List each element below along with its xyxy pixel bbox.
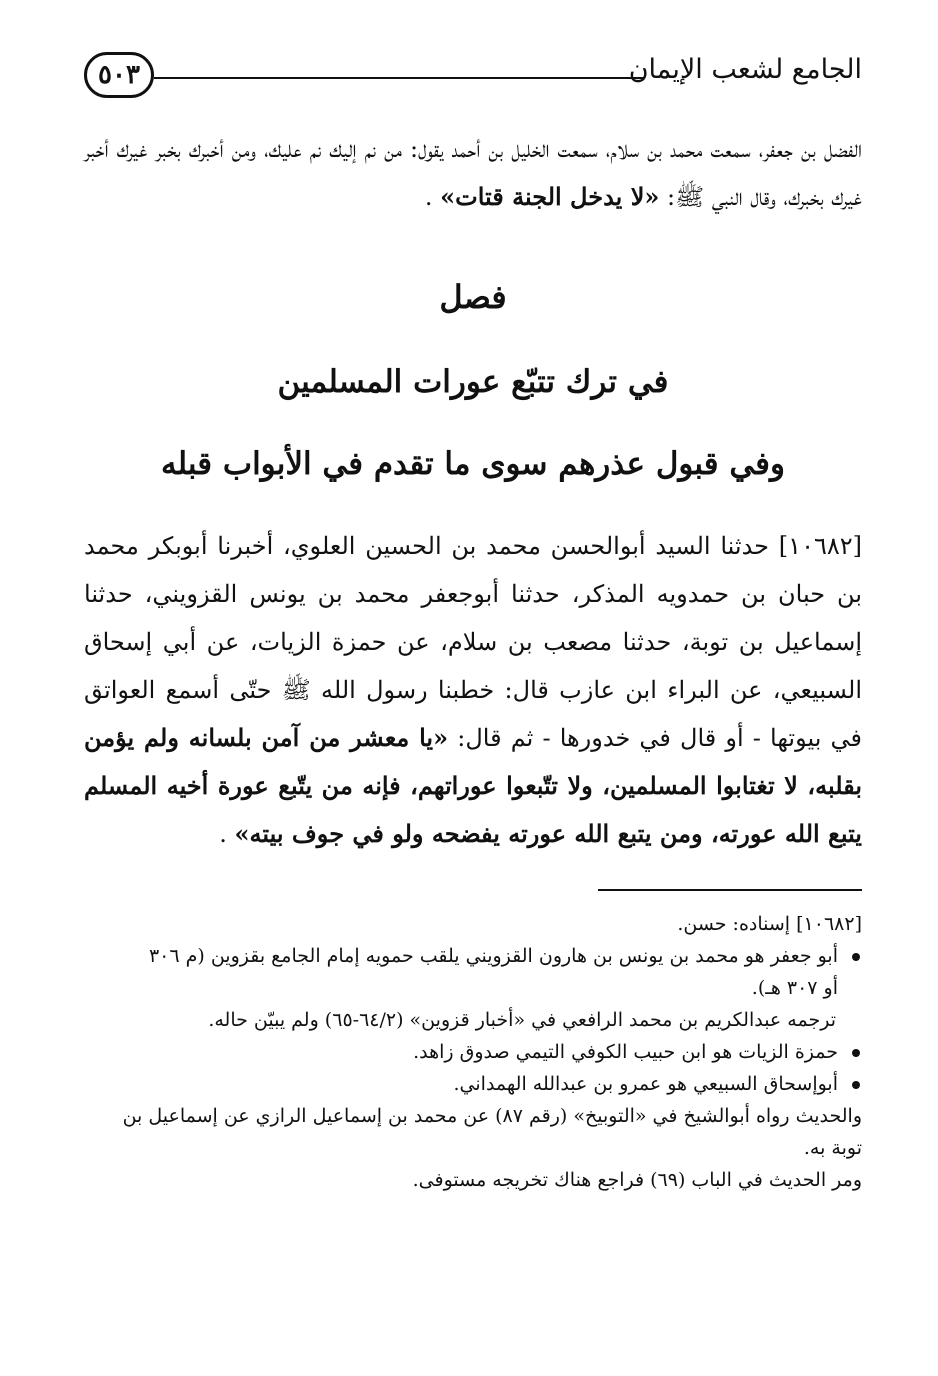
footnote-note-1-line1: والحديث رواه أبوالشيخ في «التوبيخ» (رقم ٨٧) عن محمد بن إسماعيل الرازي عن إسماعيل بن xyxy=(122,1105,862,1127)
footnotes xyxy=(84,908,862,1196)
footnote-divider xyxy=(598,889,862,891)
section-title-line2: وفي قبول عذرهم سوى ما تقدم في الأبواب قبله xyxy=(161,446,785,482)
hadith-tail: . xyxy=(219,820,227,848)
running-title: الجامع لشعب الإيمان xyxy=(628,54,862,85)
footnote-bullet-3-text: أبوإسحاق السبيعي هو عمرو بن عبدالله الهمداني. xyxy=(453,1073,838,1095)
footnote-bullet-3 xyxy=(84,1068,862,1100)
hadith-number: [١٠٦٨٢] xyxy=(778,532,862,560)
footnote-bullet-1-line3: ترجمه عبدالكريم بن محمد الرافعي في «أخبار قزوين» (٦٤/٢-٦٥) ولم يبيّن حاله. xyxy=(208,1009,836,1031)
footnote-bullet-2-text: حمزة الزيات هو ابن حبيب الكوفي التيمي صدوق زاهد. xyxy=(413,1041,838,1063)
top-paragraph-text: الفضل بن جعفر، سمعت محمد بن سلام، سمعت الخليل بن أحمد يقول: من نم إليك نم عليك، ومن أخبرك بخبر غيرك أخبر غيرك بخبرك، وقال النبي ﷺ: xyxy=(84,135,862,211)
hadith-text: حدثنا السيد أبوالحسن محمد بن الحسين العلوي، أخبرنا أبوبكر محمد بن حبان بن حمدويه المذكر، حدثنا أبوجعفر محمد بن يونس القزويني، حدثنا إسماعيل بن توبة، حدثنا مصعب بن سلام، عن حمزة الزيات، عن أبي إسحاق السبيعي، عن البراء ابن عازب قال: خطبنا رسول الله ﷺ حتّى أسمع العواتق في بيوتها - أو قال في خدورها - ثم قال: xyxy=(84,532,862,752)
footnote-note-2: ومر الحديث في الباب (٦٩) فراجع هناك تخريجه مستوفى. xyxy=(412,1169,862,1191)
header-rule xyxy=(154,77,644,79)
hadith-paragraph xyxy=(84,522,862,858)
bullet-dot-icon xyxy=(852,1081,860,1089)
footnote-bullet-1-line2: أو ٣٠٧ هـ). xyxy=(751,977,838,999)
footnote-bullet-1 xyxy=(84,940,862,1004)
section-title-line1: في ترك تتبّع عورات المسلمين xyxy=(277,364,669,400)
top-paragraph-tail: . xyxy=(424,183,433,211)
footnote-isnad: [١٠٦٨٢] إسناده: حسن. xyxy=(677,913,862,935)
top-paragraph-quote: «لا يدخل الجنة قتات» xyxy=(440,182,660,211)
bullet-dot-icon xyxy=(852,1049,860,1057)
bullet-dot-icon xyxy=(852,953,860,961)
hadith-quote: «يا معشر من آمن بلسانه ولم يؤمن بقلبه، لا تغتابوا المسلمين، ولا تتّبعوا عوراتهم، فإنه من يتّبع عورة أخيه المسلم يتبع الله عورته، ومن يتبع الله عورته يفضحه ولو في جوف بيته» xyxy=(84,723,862,848)
section-label: فصل xyxy=(439,278,507,316)
page-number: ٥٠٣ xyxy=(84,52,154,98)
footnote-note-1-line2: توبة به. xyxy=(803,1137,862,1159)
top-paragraph xyxy=(84,125,862,221)
page-header xyxy=(84,44,862,104)
footnote-bullet-2 xyxy=(84,1036,862,1068)
footnote-bullet-1-line1: أبو جعفر هو محمد بن يونس بن هارون القزويني يلقب حمويه إمام الجامع بقزوين (م ٣٠٦ xyxy=(148,945,838,967)
